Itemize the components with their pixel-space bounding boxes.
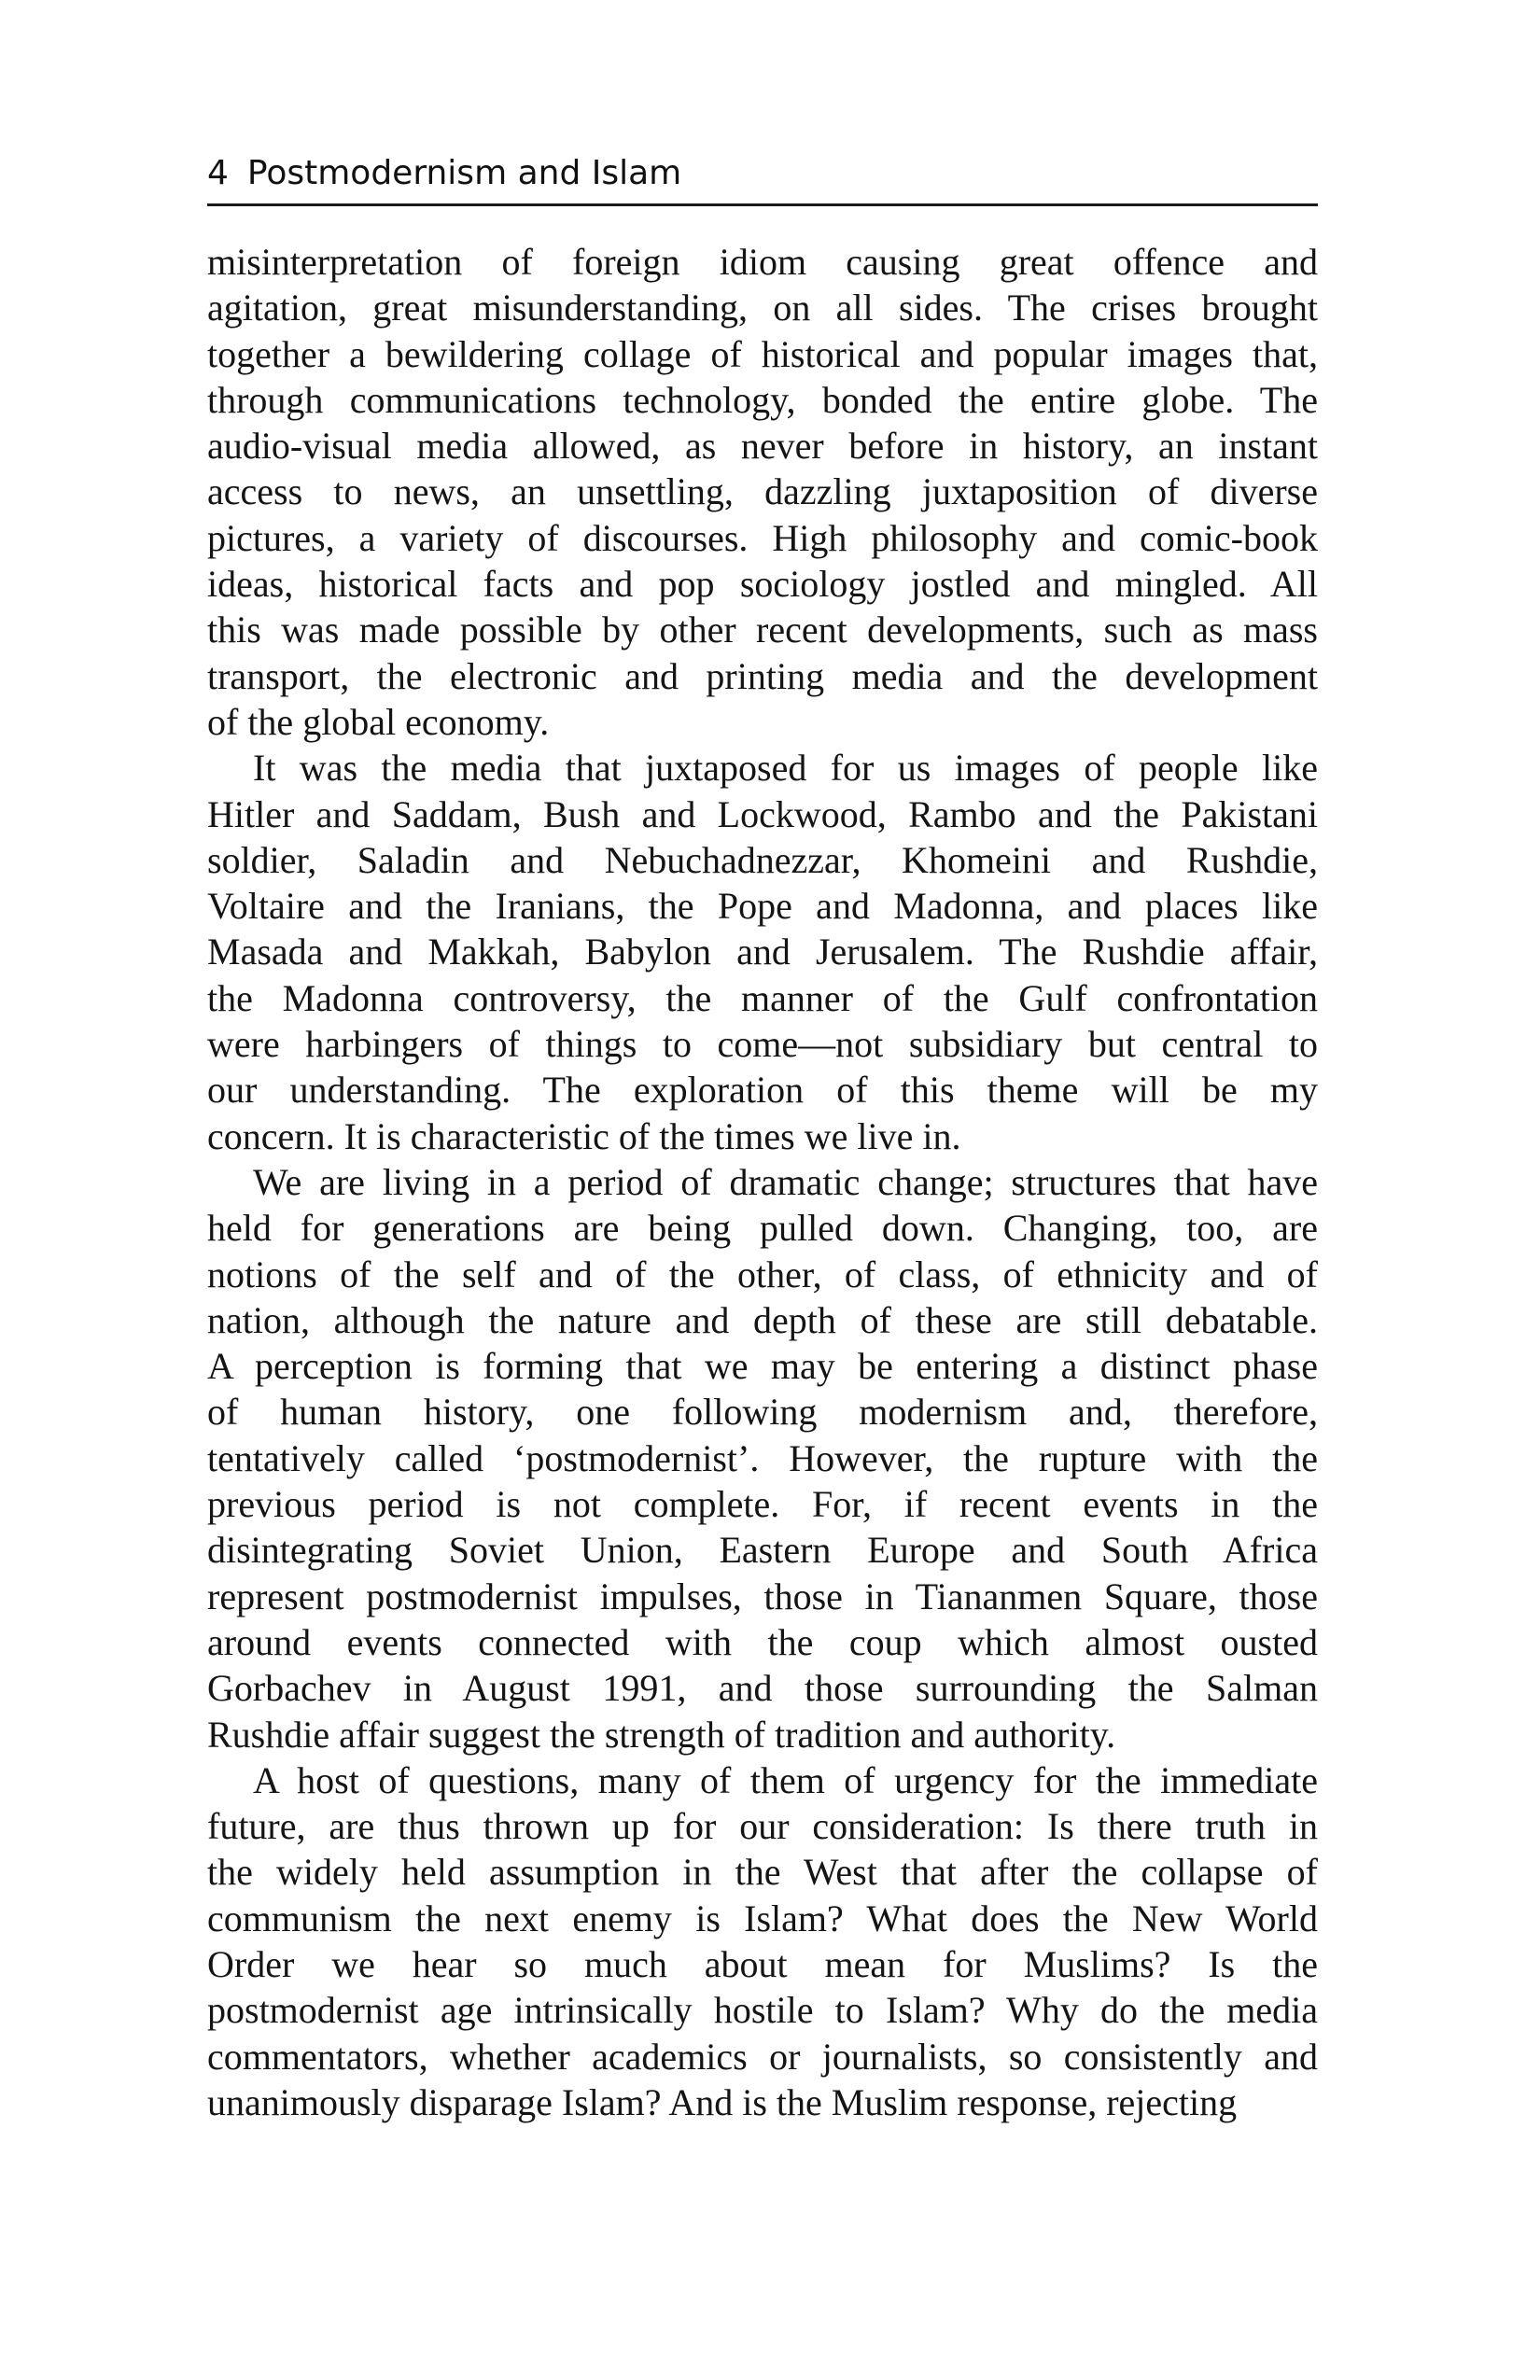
running-title: Postmodernism and Islam bbox=[246, 154, 682, 192]
text-line: soldier, Saladin and Nebuchadnezzar, Khomeini and Rushdie, bbox=[207, 838, 1318, 881]
text-line: We are living in a period of dramatic change; structures that have bbox=[253, 1160, 1318, 1203]
text-line: tentatively called ‘postmodernist’. However, the rupture with the bbox=[207, 1436, 1318, 1479]
text-line: held for generations are being pulled down. Changing, too, are bbox=[207, 1207, 1318, 1250]
text-line: It was the media that juxtaposed for us images of people like bbox=[253, 747, 1318, 790]
text-line: future, are thus thrown up for our consideration: Is there truth in bbox=[207, 1805, 1318, 1848]
text-line: this was made possible by other recent developments, such as mass bbox=[207, 609, 1318, 651]
paragraph bbox=[207, 1757, 1318, 2125]
text-line: Order we hear so much about mean for Muslims? Is the bbox=[207, 1942, 1318, 1985]
text-line: commentators, whether academics or journalists, so consistently and bbox=[207, 2035, 1318, 2078]
text-line: the widely held assumption in the West that after the collapse of bbox=[207, 1851, 1318, 1894]
header-rule bbox=[207, 203, 1318, 206]
text-line: were harbingers of things to come—not subsidiary but central to bbox=[207, 1023, 1318, 1066]
text-line: Voltaire and the Iranians, the Pope and Madonna, and places like bbox=[207, 885, 1318, 928]
text-line: access to news, an unsettling, dazzling juxtaposition of diverse bbox=[207, 470, 1318, 513]
text-line: agitation, great misunderstanding, on all sides. The crises brought bbox=[207, 287, 1318, 329]
text-line: represent postmodernist impulses, those in Tiananmen Square, those bbox=[207, 1575, 1318, 1617]
text-line: notions of the self and of the other, of class, of ethnicity and of bbox=[207, 1253, 1318, 1295]
text-line: around events connected with the coup which almost ousted bbox=[207, 1620, 1318, 1663]
text-line: nation, although the nature and depth of these are still debatable. bbox=[207, 1298, 1318, 1341]
text-line: through communications technology, bonded the entire globe. The bbox=[207, 378, 1318, 421]
text-line: transport, the electronic and printing media and the development bbox=[207, 654, 1318, 697]
text-line: A perception is forming that we may be entering a distinct phase bbox=[207, 1345, 1318, 1388]
text-line: Masada and Makkah, Babylon and Jerusalem. The Rushdie affair, bbox=[207, 931, 1318, 973]
text-line: concern. It is characteristic of the times we live in. bbox=[207, 1114, 961, 1157]
text-line: previous period is not complete. For, if recent events in the bbox=[207, 1483, 1318, 1526]
text-line: postmodernist age intrinsically hostile to Islam? Why do the media bbox=[207, 1989, 1318, 2032]
text-line: pictures, a variety of discourses. High philosophy and comic-book bbox=[207, 516, 1318, 559]
body-text bbox=[207, 239, 1318, 2125]
text-line: the Madonna controversy, the manner of the Gulf confrontation bbox=[207, 976, 1318, 1019]
text-line: A host of questions, many of them of urgency for the immediate bbox=[253, 1758, 1318, 1801]
running-head bbox=[207, 147, 1318, 200]
text-line: audio-visual media allowed, as never before in history, an instant bbox=[207, 425, 1318, 468]
paragraph bbox=[207, 239, 1318, 745]
paragraph bbox=[207, 745, 1318, 1159]
paragraph bbox=[207, 1159, 1318, 1757]
text-line: disintegrating Soviet Union, Eastern Europe and South Africa bbox=[207, 1529, 1318, 1572]
text-line: Hitler and Saddam, Bush and Lockwood, Rambo and the Pakistani bbox=[207, 792, 1318, 835]
text-line: Rushdie affair suggest the strength of tradition and authority. bbox=[207, 1713, 1116, 1756]
page-number: 4 bbox=[207, 154, 229, 192]
text-line: communism the next enemy is Islam? What does the New World bbox=[207, 1897, 1318, 1939]
text-line: misinterpretation of foreign idiom causing great offence and bbox=[207, 241, 1318, 283]
text-line: of human history, one following modernism and, therefore, bbox=[207, 1391, 1318, 1434]
text-line: together a bewildering collage of historical and popular images that, bbox=[207, 332, 1318, 375]
text-line: unanimously disparage Islam? And is the Muslim response, rejecting bbox=[207, 2080, 1238, 2123]
text-line: ideas, historical facts and pop sociology jostled and mingled. All bbox=[207, 563, 1318, 606]
text-line: of the global economy. bbox=[207, 700, 550, 743]
text-line: Gorbachev in August 1991, and those surrounding the Salman bbox=[207, 1667, 1318, 1710]
text-line: our understanding. The exploration of this theme will be my bbox=[207, 1069, 1318, 1112]
